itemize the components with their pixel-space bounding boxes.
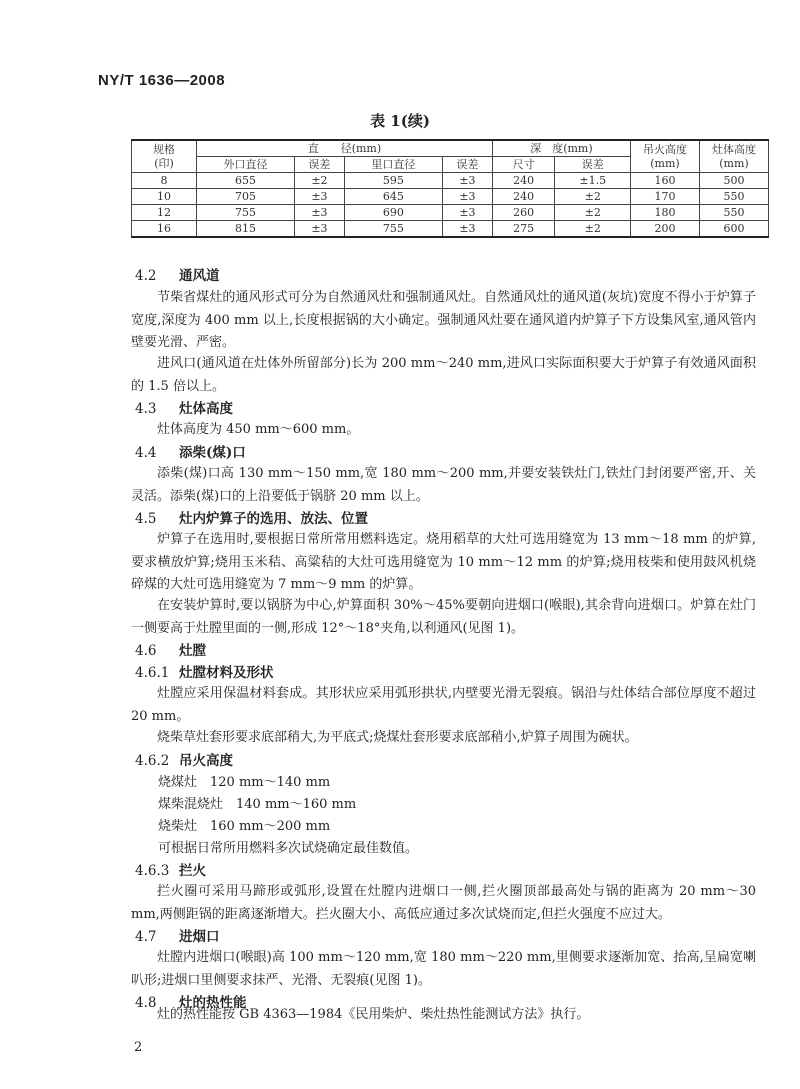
paragraph: 灶的热性能按 GB 4363—1984《民用柴炉、柴灶热性能测试方法》执行。 [157,1007,590,1022]
section-heading: 4.5 灶内炉算子的选用、放法、位置 [135,511,368,527]
section-heading: 4.4 添柴(煤)口 [135,445,246,461]
section-heading: 4.6.3 拦火 [135,863,206,879]
document-header: NY/T 1636—2008 [98,72,226,89]
th-sub: 误差 [294,157,344,173]
table-row: 8 655 ±2 595 ±3 240 ±1.5 160 500 [132,173,769,189]
section-heading: 4.3 灶体高度 [135,401,233,417]
paragraph: 节柴省煤灶的通风形式可分为自然通风灶和强制通风灶。自然通风灶的通风道(灰坑)宽度不得小于炉算子宽度,深度为 400 mm 以上,长度根据锅的大小确定。强制通风灶要在通风道内炉算子下方设集风室,通风管内壁要光滑、严密。 [131,290,756,350]
table-row: 16 815 ±3 755 ±3 275 ±2 200 600 [132,221,769,238]
text-line: 可根据日常所用燃料多次试烧确定最佳数值。 [158,841,419,856]
paragraph: 进风口(通风道在灶体外所留部分)长为 200 mm～240 mm,进风口实际面积要大于炉算子有效通风面积的 1.5 倍以上。 [131,356,756,394]
th-diameter: 直 径(mm) [197,140,493,157]
th-spec: 规格 (印) [132,140,197,173]
table-caption: 表 1(续) [370,112,430,130]
paragraph: 灶膛内进烟口(喉眼)高 100 mm～120 mm,宽 180 mm～220 mm,里侧要求逐渐加宽、抬高,呈扁宽喇叭形;进烟口里侧要求抹严、光滑、无裂痕(见图 1)。 [131,950,756,988]
paragraph: 炉算子在选用时,要根据日常所常用燃料选定。烧用稻草的大灶可选用缝宽为 13 mm～18 mm 的炉算,要求横放炉算;烧用玉米秸、高粱秸的大灶可选用缝宽为 10 mm～12 mm 的炉算;烧用枝柴和使用鼓风机烧碎煤的大灶可选用缝宽为 7 mm～9 mm 的炉算。 [131,532,756,592]
section-heading: 4.2 通风道 [135,268,220,284]
section-heading: 4.6 灶膛 [135,643,206,659]
paragraph: 烧柴草灶套形要求底部稍大,为平底式;烧煤灶套形要求底部稍小,炉算子周围为碗状。 [157,730,638,745]
page-number: 2 [134,1040,143,1055]
th-sub: 尺寸 [492,157,555,173]
paragraph: 灶膛应采用保温材料套成。其形状应采用弧形拱状,内壁要光滑无裂痕。锅沿与灶体结合部位厚度不超过 20 mm。 [131,686,756,724]
paragraph: 拦火圈可采用马蹄形或弧形,设置在灶膛内进烟口一侧,拦火圈顶部最高处与锅的距离为 20 mm～30 mm,两侧距锅的距离逐渐增大。拦火圈大小、高低应通过多次试烧而定,但拦火强度不应过大。 [131,884,756,922]
spec-table [131,139,769,238]
th-sub: 里口直径 [344,157,442,173]
th-sub: 误差 [442,157,492,173]
paragraph: 在安装炉算时,要以锅脐为中心,炉算面积 30%～45%要朝向进烟口(喉眼),其余背向进烟口。炉算在灶门一侧要高于灶膛里面的一侧,形成 12°～18°夹角,以利通风(见图 1)。 [131,598,756,636]
text-line: 烧柴灶 160 mm～200 mm [158,819,331,834]
table-row: 10 705 ±3 645 ±3 240 ±2 170 550 [132,189,769,205]
section-heading: 4.7 进烟口 [135,929,220,945]
th-height: 灶体高度 (mm) [700,140,769,173]
text-line: 烧煤灶 120 mm～140 mm [158,775,331,790]
text-line: 煤柴混烧灶 140 mm～160 mm [158,797,357,812]
section-heading: 4.6.2 吊火高度 [135,753,233,769]
th-sub: 外口直径 [197,157,295,173]
table-row: 12 755 ±3 690 ±3 260 ±2 180 550 [132,205,769,221]
section-heading: 4.6.1 灶膛材料及形状 [135,665,274,681]
paragraph: 添柴(煤)口高 130 mm～150 mm,宽 180 mm～200 mm,并要安装铁灶门,铁灶门封闭要严密,开、关灵活。添柴(煤)口的上沿要低于锅脐 20 mm 以上。 [131,466,756,504]
paragraph: 灶体高度为 450 mm～600 mm。 [157,422,360,437]
section-heading: 4.8 灶的热性能 [135,995,247,1011]
th-depth: 深 度(mm) [492,140,630,157]
th-hang: 吊火高度 (mm) [631,140,700,173]
th-sub: 误差 [555,157,631,173]
